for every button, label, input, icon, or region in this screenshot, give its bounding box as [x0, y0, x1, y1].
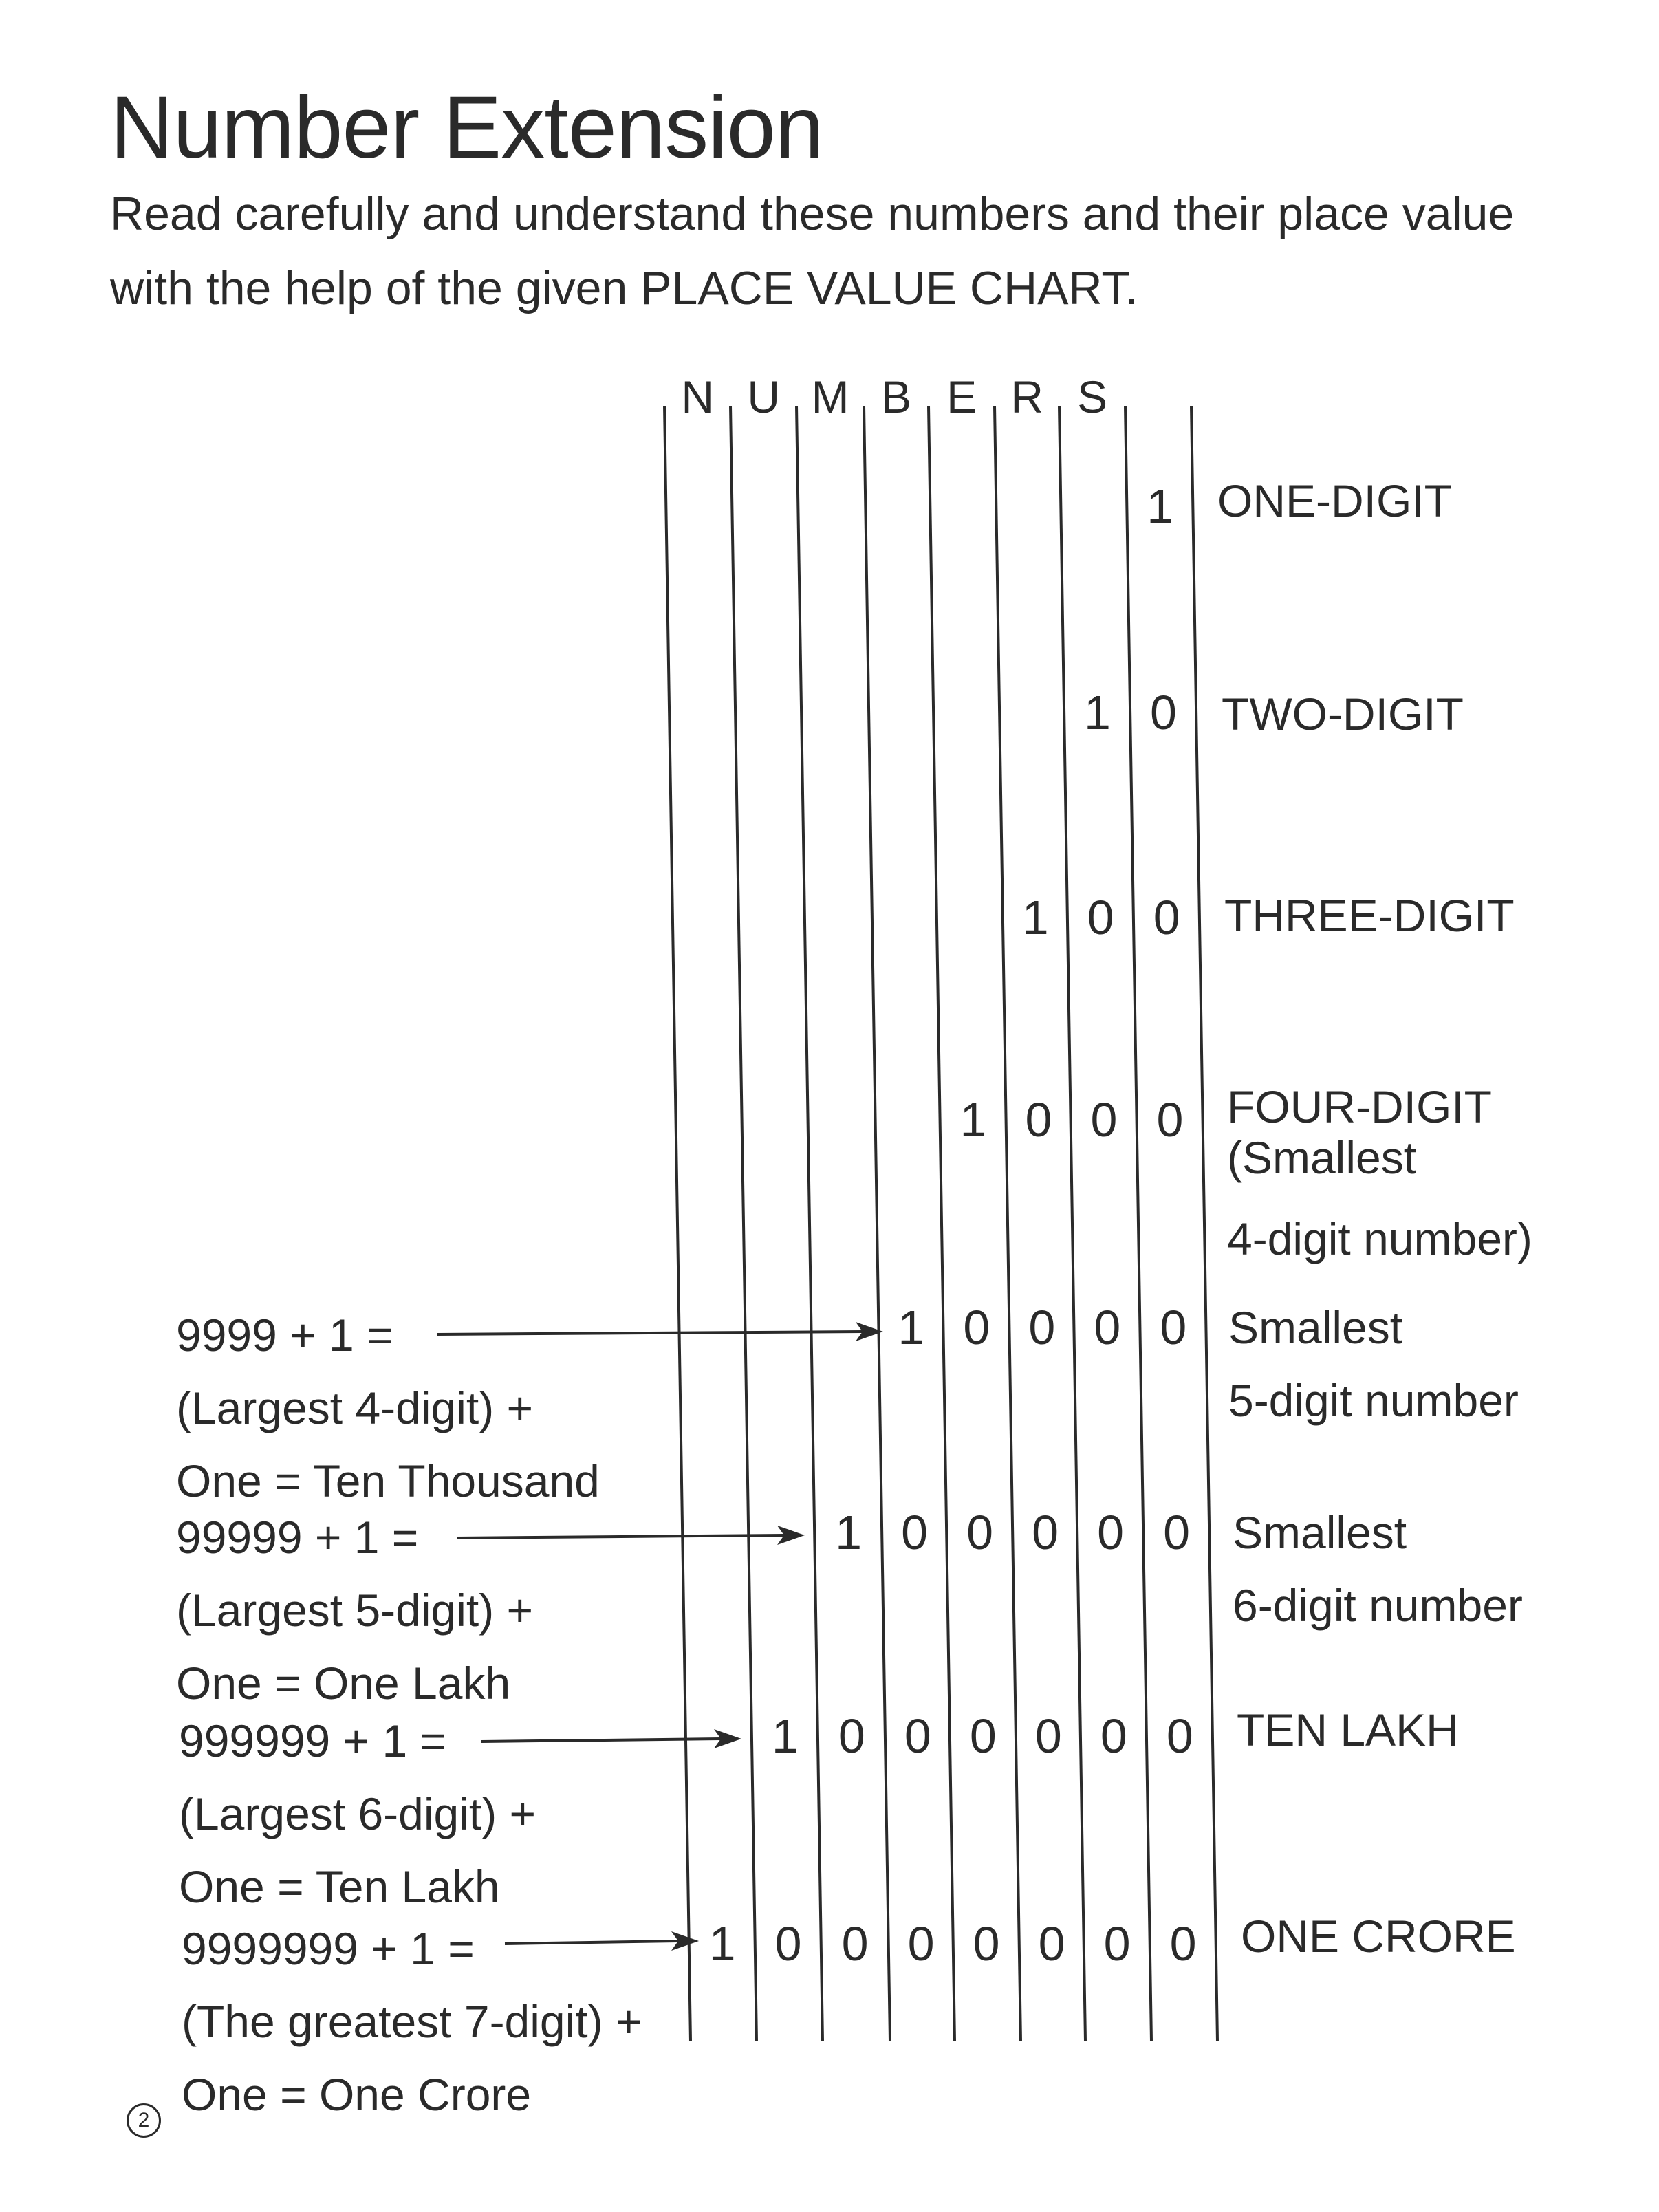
- digit-cell: 0: [1103, 1917, 1131, 1971]
- row-label-one-crore: [1241, 1900, 1516, 1973]
- column-rule-5: [929, 406, 955, 2041]
- digit-cell: 0: [1166, 1709, 1193, 1763]
- equation-line: (Largest 6-digit) +: [179, 1788, 536, 1839]
- digit-cell: 0: [1025, 1093, 1052, 1147]
- row-label-three-digit: [1224, 879, 1515, 952]
- equation-5-digit: [176, 1501, 533, 1720]
- digit-cell: 0: [1100, 1709, 1127, 1763]
- digit-cell: 0: [1150, 686, 1177, 739]
- digit-cell: 0: [1156, 1093, 1184, 1147]
- column-rule-3: [796, 406, 823, 2041]
- column-rule-1: [664, 406, 691, 2041]
- column-rule-7: [1059, 406, 1085, 2041]
- equation-line: 999999 + 1 =: [179, 1715, 447, 1766]
- row-label-line: 4-digit number): [1227, 1213, 1532, 1264]
- digit-cell: 0: [838, 1709, 865, 1763]
- digit-cell: 0: [1034, 1709, 1062, 1763]
- digit-cell: 0: [963, 1301, 990, 1354]
- digit-cell: 0: [907, 1917, 935, 1971]
- page-title: Number Extension: [110, 78, 823, 177]
- equation-line: One = One Crore: [182, 2069, 532, 2120]
- digit-cell: 0: [1169, 1917, 1197, 1971]
- row-label-line: (Smallest: [1227, 1132, 1417, 1183]
- digit-cell: 0: [1038, 1917, 1065, 1971]
- digit-cell: 0: [1153, 891, 1180, 944]
- equation-line: (Largest 5-digit) +: [176, 1585, 534, 1636]
- row-label-two-digit: [1222, 677, 1464, 750]
- digit-cell: 0: [1097, 1506, 1125, 1559]
- column-rule-9: [1191, 406, 1217, 2041]
- row-label-line: ONE-DIGIT: [1217, 475, 1452, 526]
- digit-cell: 1: [771, 1709, 799, 1763]
- row-label-line: Smallest: [1228, 1302, 1403, 1353]
- header-letter-m: M: [811, 371, 849, 422]
- digit-cell: 1: [1021, 891, 1049, 944]
- row-label-line: 6-digit number: [1233, 1580, 1523, 1631]
- digit-cell: 1: [959, 1093, 987, 1147]
- row-label-five-digit: [1228, 1291, 1519, 1437]
- row-label-four-digit: [1227, 1081, 1532, 1270]
- row-label-line: Smallest: [1233, 1507, 1407, 1558]
- equation-6-digit: [179, 1704, 536, 1923]
- header-letter-s: S: [1077, 371, 1108, 422]
- digit-cell: 0: [1163, 1506, 1191, 1559]
- column-rule-6: [995, 406, 1021, 2041]
- digit-cell: 0: [841, 1917, 869, 1971]
- equation-line: (Largest 4-digit) +: [176, 1382, 534, 1433]
- intro-line-2: with the help of the given PLACE VALUE CHART.: [110, 262, 1138, 314]
- header-letter-n: N: [681, 371, 714, 422]
- digit-cell: 1: [1147, 479, 1174, 533]
- intro-line-1: Read carefully and understand these numbers and their place value: [110, 188, 1515, 240]
- digit-cell: 0: [966, 1506, 994, 1559]
- row-label-line: THREE-DIGIT: [1224, 890, 1515, 941]
- equation-line: 99999 + 1 =: [176, 1512, 419, 1563]
- digit-cell: 1: [898, 1301, 925, 1354]
- digit-cell: 1: [835, 1506, 863, 1559]
- equation-line: One = Ten Lakh: [179, 1861, 500, 1912]
- header-letter-r: R: [1010, 371, 1043, 422]
- row-label-line: FOUR-DIGIT: [1227, 1081, 1492, 1132]
- header-letter-b: B: [881, 371, 912, 422]
- header-letter-e: E: [946, 371, 977, 422]
- digit-cell: 0: [1094, 1301, 1121, 1354]
- column-rule-4: [864, 406, 890, 2041]
- digit-cell: 0: [774, 1917, 802, 1971]
- digit-cell: 0: [1087, 891, 1114, 944]
- row-label-ten-lakh: [1237, 1693, 1459, 1766]
- equation-7-digit: [182, 1912, 642, 2131]
- digit-cell: 0: [901, 1506, 929, 1559]
- digit-cell: 1: [708, 1917, 736, 1971]
- digit-cell: 0: [1028, 1301, 1056, 1354]
- row-label-line: ONE CRORE: [1241, 1911, 1516, 1962]
- equation-line: 9999999 + 1 =: [182, 1923, 475, 1974]
- equation-line: 9999 + 1 =: [176, 1310, 393, 1360]
- equation-4-digit: [176, 1299, 600, 1517]
- row-label-line: 5-digit number: [1228, 1375, 1519, 1426]
- column-rule-8: [1125, 406, 1151, 2041]
- digit-cell: 0: [904, 1709, 931, 1763]
- row-label-line: TEN LAKH: [1237, 1704, 1459, 1755]
- digit-cell: 1: [1084, 686, 1111, 739]
- row-label-one-digit: [1217, 464, 1452, 537]
- digit-cell: 0: [969, 1709, 997, 1763]
- row-label-line: TWO-DIGIT: [1222, 688, 1464, 739]
- row-label-six-digit: [1233, 1496, 1523, 1642]
- page-number: 2: [127, 2103, 161, 2138]
- digit-cell: 0: [1160, 1301, 1187, 1354]
- digit-cell: 0: [1090, 1093, 1118, 1147]
- equation-line: One = Ten Thousand: [176, 1455, 600, 1506]
- equation-line: (The greatest 7-digit) +: [182, 1996, 642, 2047]
- digit-cell: 0: [1032, 1506, 1059, 1559]
- column-rule-2: [730, 406, 757, 2041]
- digit-cell: 0: [973, 1917, 1000, 1971]
- equation-line: One = One Lakh: [176, 1658, 511, 1709]
- header-letter-u: U: [747, 371, 780, 422]
